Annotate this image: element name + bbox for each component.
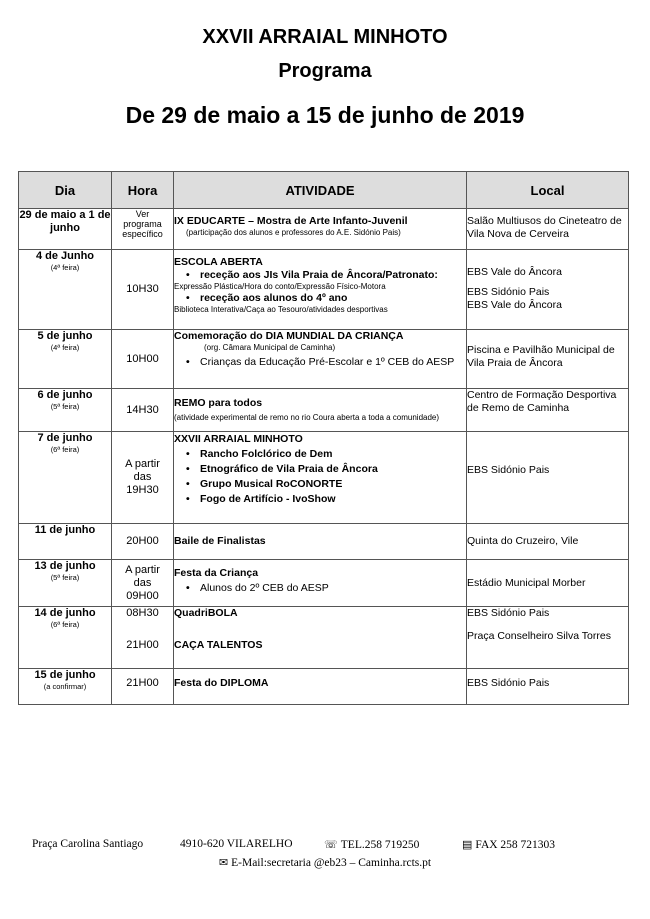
day-text: 6 de junho — [37, 389, 93, 401]
table-header-row — [19, 172, 629, 209]
cell-atividade — [174, 250, 467, 330]
hora-text: 14H30 — [126, 403, 159, 416]
cell-atividade — [174, 669, 467, 705]
activity-bullet: • receção aos alunos do 4º ano — [174, 292, 466, 305]
cell-hora — [112, 330, 174, 389]
table-row — [19, 250, 629, 330]
cell-local — [467, 432, 629, 524]
location-text: Centro de Formação Desportiva de Remo de Caminha — [467, 389, 617, 414]
day-text: 7 de junho — [37, 432, 93, 444]
footer-postal: 4910-620 VILARELHO — [180, 838, 293, 850]
cell-local — [467, 669, 629, 705]
cell-local — [467, 250, 629, 330]
hora-line: A partir — [125, 563, 160, 576]
activity-bullet: • Alunos do 2º CEB do AESP — [174, 582, 466, 595]
day-text: 5 de junho — [37, 330, 93, 342]
column-header-atividade: ATIVIDADE — [174, 172, 467, 209]
activity-title: Festa da Criança — [174, 567, 259, 579]
cell-local — [467, 607, 629, 669]
cell-atividade — [174, 607, 467, 669]
cell-dia — [19, 607, 112, 669]
hora-text: 20H00 — [126, 535, 159, 547]
hora-line: das — [133, 576, 152, 589]
activity-title: Festa do DIPLOMA — [174, 677, 269, 689]
cell-local — [467, 560, 629, 607]
column-header-dia: Dia — [19, 172, 112, 209]
weekday-text: (5ª feira) — [50, 402, 80, 411]
cell-dia — [19, 524, 112, 560]
footer-address: Praça Carolina Santiago — [32, 838, 144, 850]
location-text: EBS Vale do Âncora — [467, 299, 562, 311]
hora-line: A partir — [125, 458, 160, 470]
document-subtitle: Programa — [278, 60, 372, 82]
table-row — [19, 389, 629, 432]
footer-email-text: E-Mail:secretaria @eb23 – Caminha.rcts.pt — [231, 857, 432, 869]
table-row — [19, 669, 629, 705]
weekday-text: (6ª feira) — [50, 620, 80, 629]
footer-tel — [324, 838, 419, 851]
cell-dia — [19, 250, 112, 330]
hora-line: 09H00 — [126, 589, 159, 602]
cell-atividade — [174, 209, 467, 250]
location-text: Estádio Municipal Morber — [467, 576, 586, 589]
activity-bullet: • receção aos JIs Vila Praia de Âncora/Patronato: — [174, 269, 466, 282]
location-text: Praça Conselheiro Silva Torres — [467, 630, 611, 642]
activity-title: IX EDUCARTE – Mostra de Arte Infanto-Juvenil — [174, 215, 408, 227]
location-text: EBS Sidónio Pais — [467, 607, 550, 619]
activity-bullet: • Fogo de Artifício - IvoShow — [174, 492, 466, 507]
location-text: EBS Sidónio Pais — [467, 464, 550, 476]
activity-title: Baile de Finalistas — [174, 535, 266, 547]
hora-line: das — [133, 471, 152, 483]
activity-bullet: • Crianças da Educação Pré-Escolar e 1º CEB do AESP — [174, 356, 466, 369]
activity-bullet: • Grupo Musical RoCONORTE — [174, 477, 466, 492]
cell-hora — [112, 607, 174, 669]
weekday-text: (5ª feira) — [50, 573, 80, 582]
footer-tel-text: TEL.258 719250 — [340, 839, 420, 851]
day-text: 4 de Junho — [35, 250, 95, 262]
weekday-text: (4ª feira) — [50, 263, 80, 272]
activity-note: (org. Câmara Municipal de Caminha) — [204, 343, 336, 352]
table-row — [19, 209, 629, 250]
cell-local — [467, 524, 629, 560]
activity-note: (atividade experimental de remo no rio Coura aberta a toda a comunidade) — [174, 413, 440, 422]
hora-text: 21H00 — [126, 639, 159, 651]
hora-line: 19H30 — [126, 484, 159, 496]
cell-dia — [19, 389, 112, 432]
day-text: 11 de junho — [34, 524, 96, 536]
day-text: 29 de maio a 1 de junho — [19, 209, 111, 234]
date-range-heading: De 29 de maio a 15 de junho de 2019 — [125, 102, 525, 128]
cell-hora — [112, 524, 174, 560]
cell-atividade — [174, 524, 467, 560]
footer-fax-text: FAX 258 721303 — [475, 839, 556, 851]
hora-line: específico — [122, 229, 163, 239]
cell-local — [467, 389, 629, 432]
hora-text: 21H00 — [126, 677, 159, 689]
cell-atividade — [174, 560, 467, 607]
hora-line: Ver — [135, 209, 150, 219]
cell-atividade — [174, 389, 467, 432]
day-text: 13 de junho — [34, 560, 96, 572]
activity-title: QuadriBOLA — [174, 607, 238, 619]
column-header-hora: Hora — [112, 172, 174, 209]
location-text: Quinta do Cruzeiro, Vile — [467, 535, 579, 547]
table-row — [19, 432, 629, 524]
hora-text: 10H30 — [126, 283, 159, 295]
cell-atividade — [174, 330, 467, 389]
cell-hora — [112, 669, 174, 705]
hora-text: 08H30 — [126, 607, 159, 619]
hora-line: programa — [123, 219, 162, 229]
location-text: EBS Sidónio Pais — [467, 677, 550, 689]
activity-title: CAÇA TALENTOS — [174, 639, 263, 651]
activity-title: XXVII ARRAIAL MINHOTO — [174, 433, 303, 445]
activity-note: Expressão Plástica/Hora do conto/Expressão Físico-Motora — [174, 282, 386, 291]
table-row — [19, 560, 629, 607]
activity-note: Biblioteca Interativa/Caça ao Tesouro/atividades desportivas — [174, 305, 388, 314]
activity-title: ESCOLA ABERTA — [174, 256, 263, 268]
fax-icon: ▤ — [462, 839, 473, 851]
footer-fax — [462, 838, 555, 851]
activity-note: (participação dos alunos e professores do A.E. Sidónio Pais) — [186, 228, 401, 237]
cell-dia — [19, 432, 112, 524]
program-table — [18, 171, 629, 705]
hora-text: 10H00 — [126, 352, 159, 365]
location-text: EBS Sidónio Pais — [467, 286, 550, 298]
activity-bullet: • Rancho Folclórico de Dem — [174, 447, 466, 462]
cell-dia — [19, 330, 112, 389]
day-text: 14 de junho — [34, 607, 96, 619]
cell-hora — [112, 250, 174, 330]
cell-atividade — [174, 432, 467, 524]
activity-title: Comemoração do DIA MUNDIAL DA CRIANÇA — [174, 330, 404, 342]
location-text: Piscina e Pavilhão Municipal de Vila Praia de Âncora — [467, 344, 615, 369]
phone-icon: ☏ — [324, 839, 338, 851]
weekday-text: (4ª feira) — [50, 343, 80, 352]
activity-title: REMO para todos — [174, 397, 263, 409]
activity-bullet: • Etnográfico de Vila Praia de Âncora — [174, 462, 466, 477]
cell-hora — [112, 209, 174, 250]
cell-hora — [112, 560, 174, 607]
table-row — [19, 607, 629, 669]
email-icon: ✉ — [218, 857, 229, 869]
cell-dia — [19, 669, 112, 705]
document-title: XXVII ARRAIAL MINHOTO — [202, 26, 448, 48]
cell-hora — [112, 389, 174, 432]
footer-email — [0, 856, 650, 869]
weekday-text: (a confirmar) — [43, 682, 87, 691]
day-text: 15 de junho — [34, 669, 96, 681]
table-row — [19, 330, 629, 389]
cell-dia — [19, 560, 112, 607]
cell-dia — [19, 209, 112, 250]
weekday-text: (6ª feira) — [50, 445, 80, 454]
location-text: Salão Multiusos do Cineteatro de Vila Nova de Cerveira — [467, 215, 622, 240]
table-row — [19, 524, 629, 560]
cell-local — [467, 209, 629, 250]
location-text: EBS Vale do Âncora — [467, 266, 562, 278]
cell-local — [467, 330, 629, 389]
cell-hora — [112, 432, 174, 524]
column-header-local: Local — [467, 172, 629, 209]
